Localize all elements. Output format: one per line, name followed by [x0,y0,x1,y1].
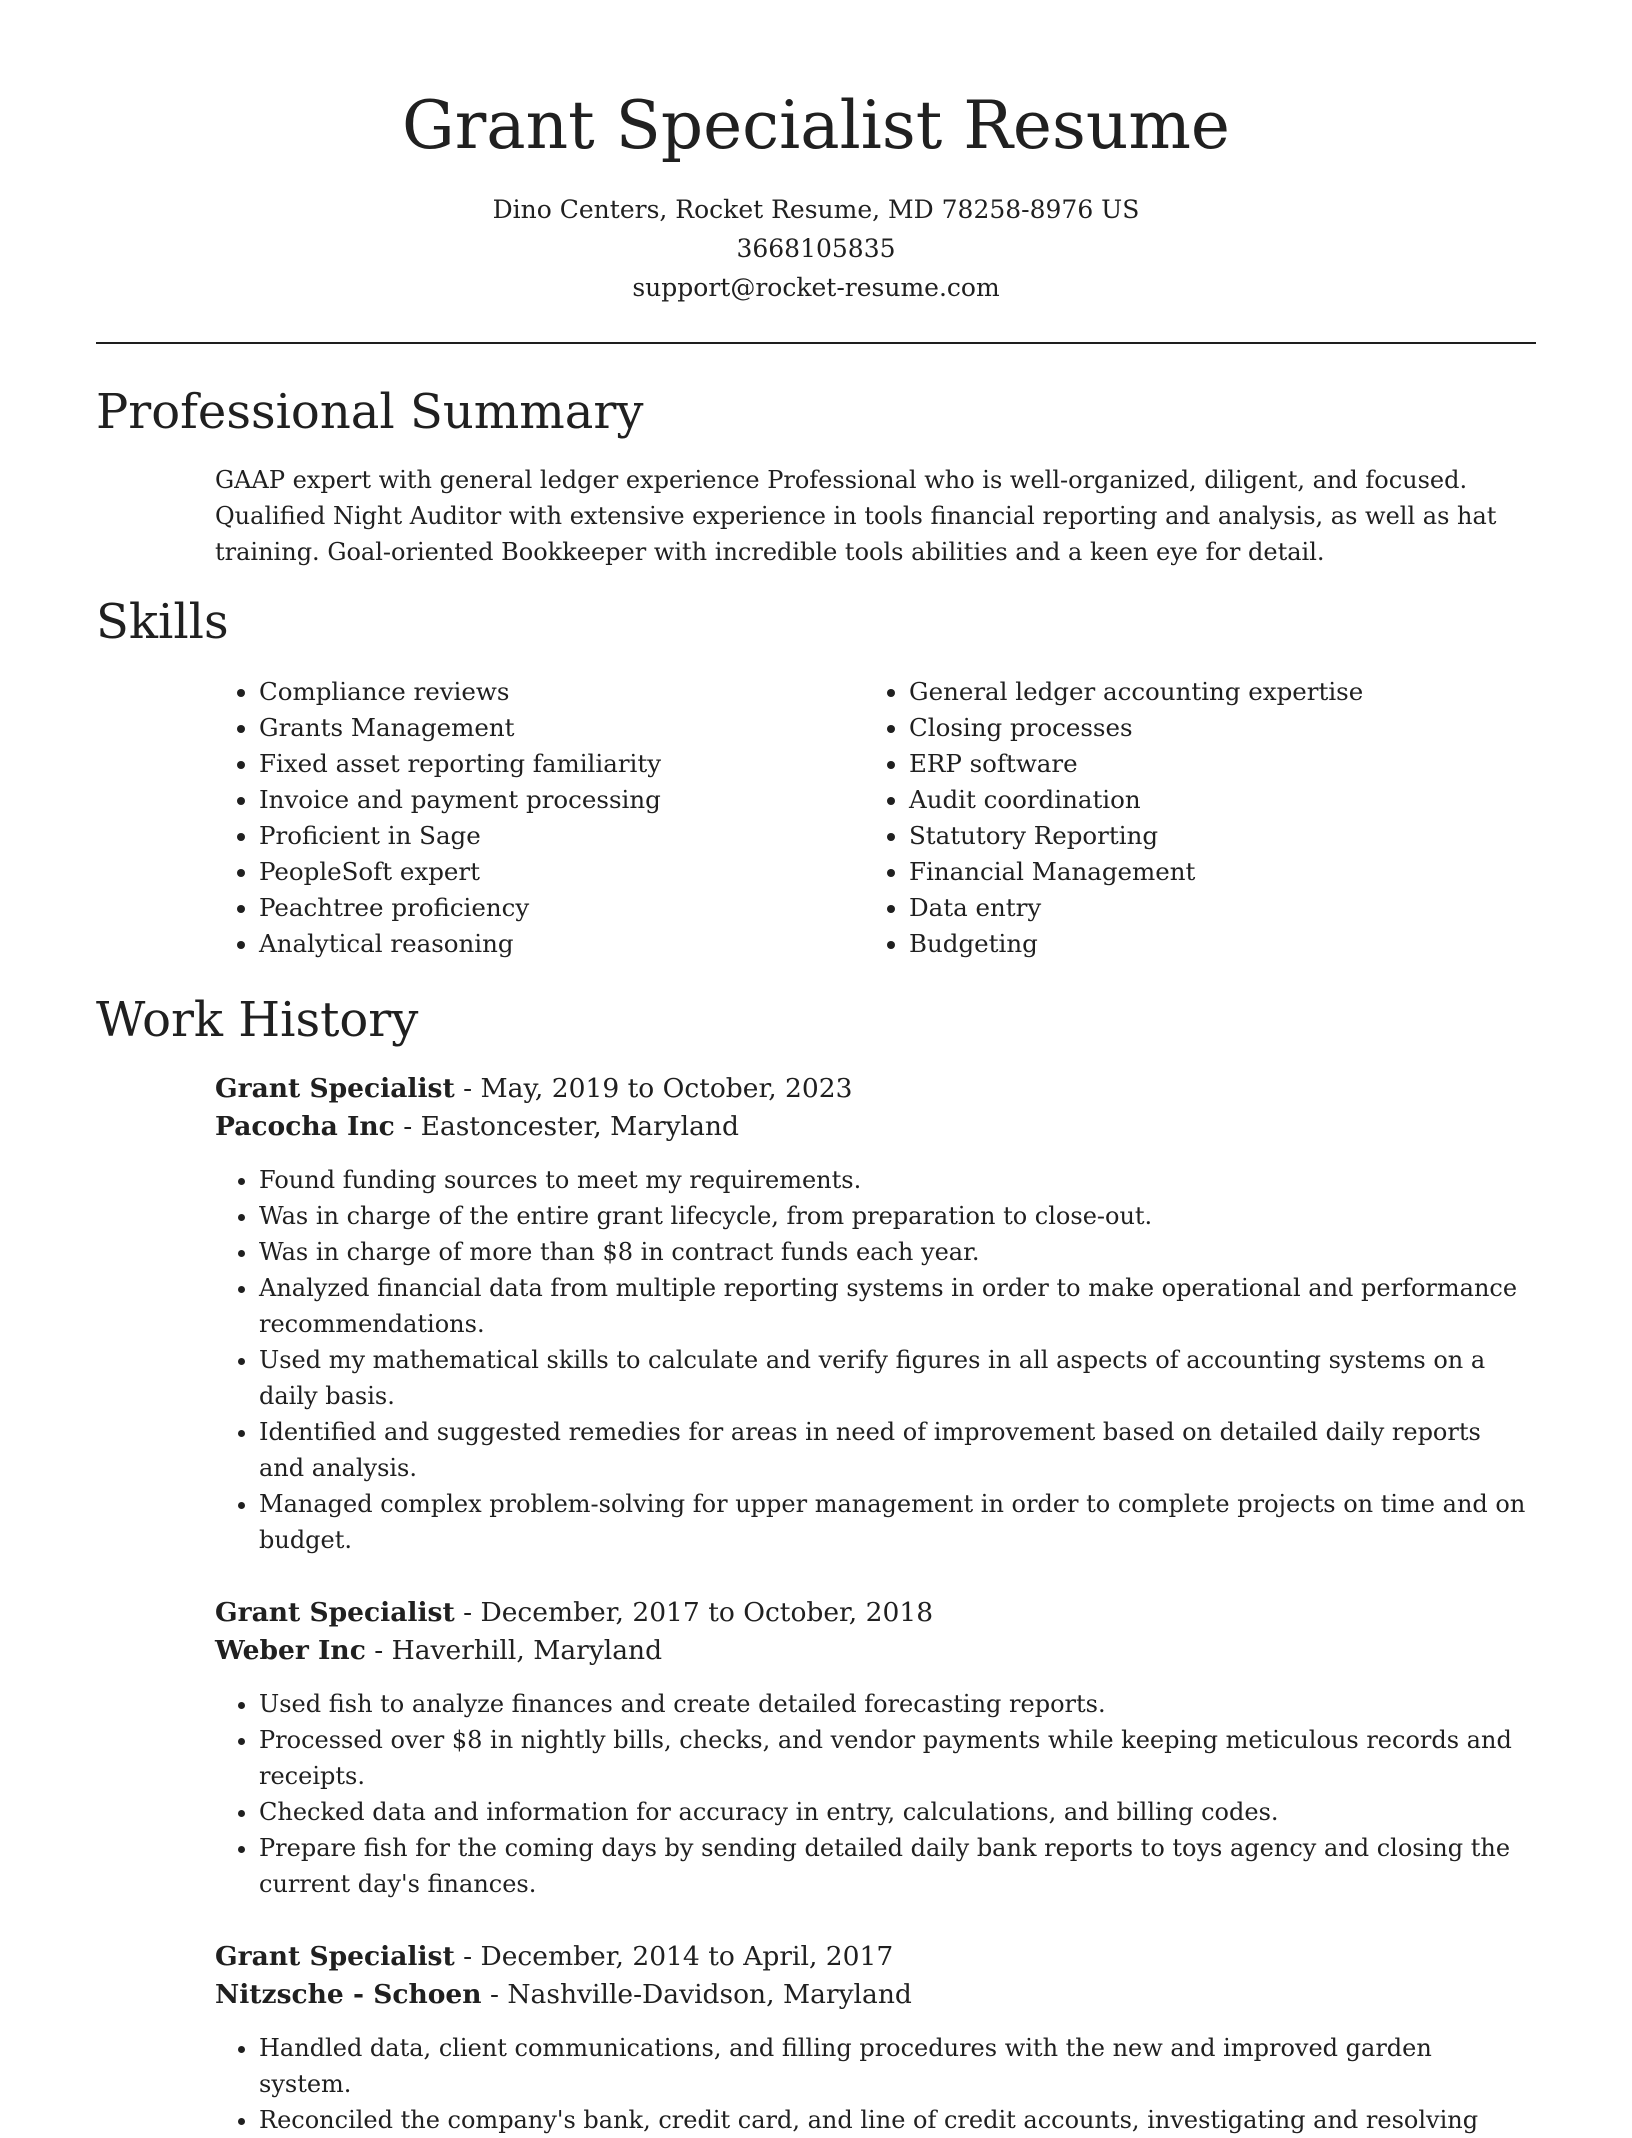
company-name: Weber Inc [215,1635,366,1666]
duty-item: • Handled data, client communications, and filling procedures with the new and improved garden system. [259,2030,1530,2102]
duty-item: • Used my mathematical skills to calculate and verify figures in all aspects of accounting systems on a daily basis. [259,1342,1530,1414]
work-history-heading: Work History [96,992,419,1048]
job-title-line [215,1937,1535,1976]
skills-list-left [215,674,879,962]
company-location: - Haverhill, Maryland [365,1635,663,1666]
skill-item: • Financial Management [909,854,1529,890]
duty-item: • Was in charge of the entire grant lifecycle, from preparation to close-out. [259,1198,1530,1234]
skill-item: • Invoice and payment processing [259,782,879,818]
skills-list-right [865,674,1529,962]
duty-item: • Managed complex problem-solving for upper management in order to complete projects on time and on budget. [259,1486,1530,1558]
job-company-line [215,1107,1535,1146]
duty-item: • Processed over $8 in nightly bills, checks, and vendor payments while keeping meticulous records and receipts. [259,1722,1530,1794]
company-name: Pacocha Inc [215,1111,395,1142]
company-location: - Eastoncester, Maryland [394,1111,739,1142]
skill-item: • Budgeting [909,926,1529,962]
job-dates: - December, 2014 to April, 2017 [454,1941,894,1972]
resume-title: Grant Specialist Resume [402,87,1230,164]
email: support@rocket-resume.com [632,273,1000,302]
job-duties-list [215,2030,1530,2138]
skill-item: • Data entry [909,890,1529,926]
skill-item: • Grants Management [259,710,879,746]
skills-heading: Skills [96,594,229,650]
job-dates: - December, 2017 to October, 2018 [454,1597,934,1628]
job-title-line [215,1593,1535,1632]
duty-item: • Found funding sources to meet my requirements. [259,1162,1530,1198]
duty-item: • Analyzed financial data from multiple reporting systems in order to make operational and performance recommendations. [259,1270,1530,1342]
skill-item: • Analytical reasoning [259,926,879,962]
skill-item: • Peachtree proficiency [259,890,879,926]
duty-item: • Identified and suggested remedies for areas in need of improvement based on detailed daily reports and analysis. [259,1414,1530,1486]
duty-item: • Prepare fish for the coming days by sending detailed daily bank reports to toys agency and closing the current day's finances. [259,1830,1530,1902]
skill-item: • Fixed asset reporting familiarity [259,746,879,782]
company-location: - Nashville-Davidson, Maryland [481,1979,912,2010]
job-title-line [215,1069,1535,1108]
job-duties-list [215,1686,1530,1902]
summary-heading: Professional Summary [96,384,644,440]
address: Dino Centers, Rocket Resume, MD 78258-8976 US [492,195,1140,224]
job-title: Grant Specialist [215,1941,455,1972]
job-dates: - May, 2019 to October, 2023 [454,1073,853,1104]
duty-item: • Was in charge of more than $8 in contract funds each year. [259,1234,1530,1270]
skill-item: • Closing processes [909,710,1529,746]
job-title: Grant Specialist [215,1597,455,1628]
phone: 3668105835 [736,234,896,263]
summary-text: GAAP expert with general ledger experience Professional who is well-organized, diligent, and focused. Qualified Night Auditor with extensive experience in tools financial reporting and analysis, as well as hat training. Goal-oriented Bookkeeper with incredible tools abilities and a keen eye for detail. [215,466,1497,566]
duty-item: • Reconciled the company's bank, credit card, and line of credit accounts, investigating and resolving [259,2102,1530,2138]
skill-item: • ERP software [909,746,1529,782]
duty-item: • Checked data and information for accuracy in entry, calculations, and billing codes. [259,1794,1530,1830]
skill-item: • Statutory Reporting [909,818,1529,854]
skill-item: • Proficient in Sage [259,818,879,854]
job-company-line [215,1975,1535,2014]
job-title: Grant Specialist [215,1073,455,1104]
job-duties-list [215,1162,1530,1558]
company-name: Nitzsche - Schoen [215,1979,482,2010]
skill-item: • Compliance reviews [259,674,879,710]
skill-item: • PeopleSoft expert [259,854,879,890]
contact-block [0,190,1632,307]
duty-item: • Used fish to analyze finances and create detailed forecasting reports. [259,1686,1530,1722]
skill-item: • Audit coordination [909,782,1529,818]
skill-item: • General ledger accounting expertise [909,674,1529,710]
header-divider [96,342,1536,344]
job-company-line [215,1631,1535,1670]
